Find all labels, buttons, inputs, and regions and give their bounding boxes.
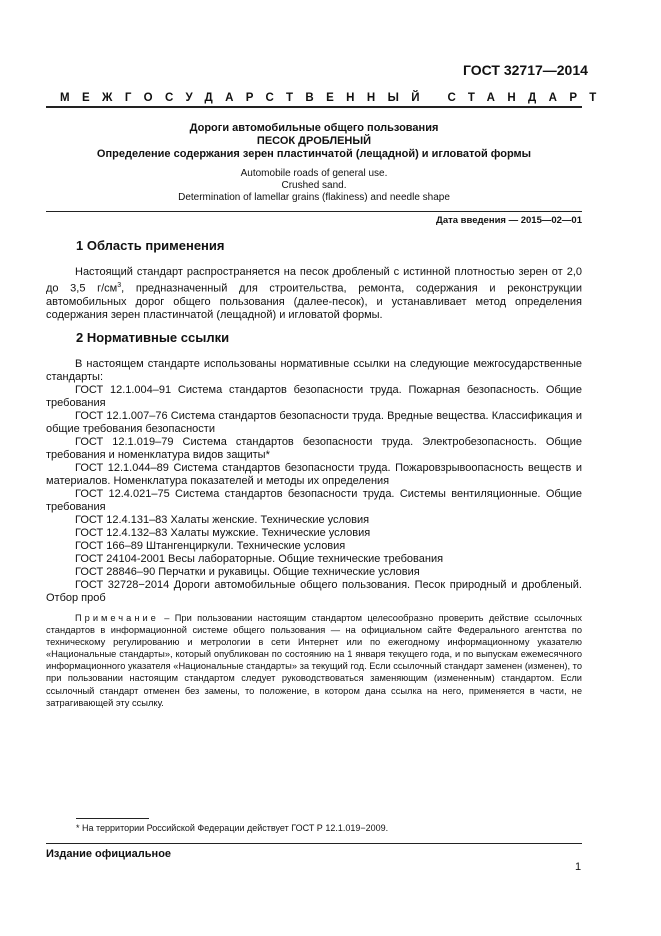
title-line-1: Дороги автомобильные общего пользования bbox=[189, 122, 439, 134]
references-note bbox=[46, 612, 582, 709]
reference-item: ГОСТ 12.4.131–83 Халаты женские. Технические условия bbox=[75, 514, 370, 526]
note-text: – При пользовании настоящим стандартом целесообразно проверить действие ссылочных стандартов в информационной системе общего пользования — на официальном сайте Федерального агентства по техническому регулированию и метрологии в сети Интернет или по ежегодному информационному указателю «Национальные стандарты», который опубликован по состоянию на 1 января текущего года, и по выпускам ежемесячного информационного указателя «Национальные стандарты» за текущий год. Если ссылочный стандарт заменен (изменен), то при пользовании настоящим стандартом следует руководствоваться заменяющим (измененным) стандартом. Если ссылочный стандарт отменен без замены, то положение, в котором дана ссылка на него, применяется в части, не затрагивающей эту ссылку. bbox=[46, 613, 582, 708]
interstate-standard-label: МЕЖГОСУДАРСТВЕННЫЙ СТАНДАРТ bbox=[60, 92, 609, 104]
section-1-heading: 1 Область применения bbox=[76, 238, 225, 253]
document-title bbox=[46, 122, 582, 161]
header-divider bbox=[46, 106, 582, 108]
standard-code: ГОСТ 32717—2014 bbox=[463, 62, 588, 78]
reference-item: ГОСТ 12.4.021–75 Система стандартов безопасности труда. Системы вентиляционные. Общие требования bbox=[46, 488, 582, 513]
reference-item: ГОСТ 12.1.007–76 Система стандартов безопасности труда. Вредные вещества. Классификация и общие требования безопасности bbox=[46, 410, 582, 435]
reference-item: ГОСТ 12.1.019–79 Система стандартов безопасности труда. Электробезопасность. Общие требования и номенклатура видов защиты* bbox=[46, 436, 582, 461]
edition-label: Издание официальное bbox=[46, 848, 172, 860]
english-title-line-3: Determination of lamellar grains (flakiness) and needle shape bbox=[178, 192, 450, 203]
english-title bbox=[46, 168, 582, 204]
section-1-paragraph: Настоящий стандарт распространяется на песок дробленый с истинной плотностью зерен от 2,0 до 3,5 $г/см^3$, предназначенный для строительства, ремонта, содержания и реконструкции автомобильных дорог общего пользования (далее-песок), и устанавливает метод определения содержания зерен пластинчатой (лещадной) и игловатой формы. bbox=[46, 266, 582, 322]
reference-item: ГОСТ 32728−2014 Дороги автомобильные общего пользования. Песок природный и дробленый. Отбор проб bbox=[46, 579, 582, 604]
introduction-date: Дата введения — 2015—02—01 bbox=[436, 215, 582, 226]
reference-item: ГОСТ 12.1.004–91 Система стандартов безопасности труда. Пожарная безопасность. Общие требования bbox=[46, 384, 582, 409]
english-title-line-2: Crushed sand. bbox=[281, 180, 347, 191]
footer-divider bbox=[46, 843, 582, 844]
reference-item: ГОСТ 24104-2001 Весы лабораторные. Общие технические требования bbox=[75, 553, 444, 565]
references-intro: В настоящем стандарте использованы нормативные ссылки на следующие межгосударственные стандарты: bbox=[46, 358, 582, 383]
page-number: 1 bbox=[575, 861, 582, 873]
reference-item: ГОСТ 166–89 Штангенциркули. Технические условия bbox=[75, 540, 346, 552]
section-1-body bbox=[46, 266, 582, 322]
reference-item: ГОСТ 12.4.132–83 Халаты мужские. Технические условия bbox=[75, 527, 371, 539]
title-divider bbox=[46, 211, 582, 212]
footnote: * На территории Российской Федерации действует ГОСТ Р 12.1.019−2009. bbox=[76, 823, 389, 833]
note-label: Примечание bbox=[75, 613, 159, 623]
reference-item: ГОСТ 28846–90 Перчатки и рукавицы. Общие технические условия bbox=[75, 566, 420, 578]
reference-item: ГОСТ 12.1.044–89 Система стандартов безопасности труда. Пожаровзрывоопасность веществ и материалов. Номенклатура показателей и методы их определения bbox=[46, 462, 582, 487]
section-2-heading: 2 Нормативные ссылки bbox=[76, 330, 230, 345]
normative-references bbox=[46, 358, 582, 605]
title-line-3: Определение содержания зерен пластинчатой (лещадной) и игловатой формы bbox=[96, 148, 532, 160]
footnote-divider bbox=[76, 818, 149, 819]
title-line-2: ПЕСОК ДРОБЛЕНЫЙ bbox=[256, 135, 372, 147]
english-title-line-1: Automobile roads of general use. bbox=[240, 168, 388, 179]
